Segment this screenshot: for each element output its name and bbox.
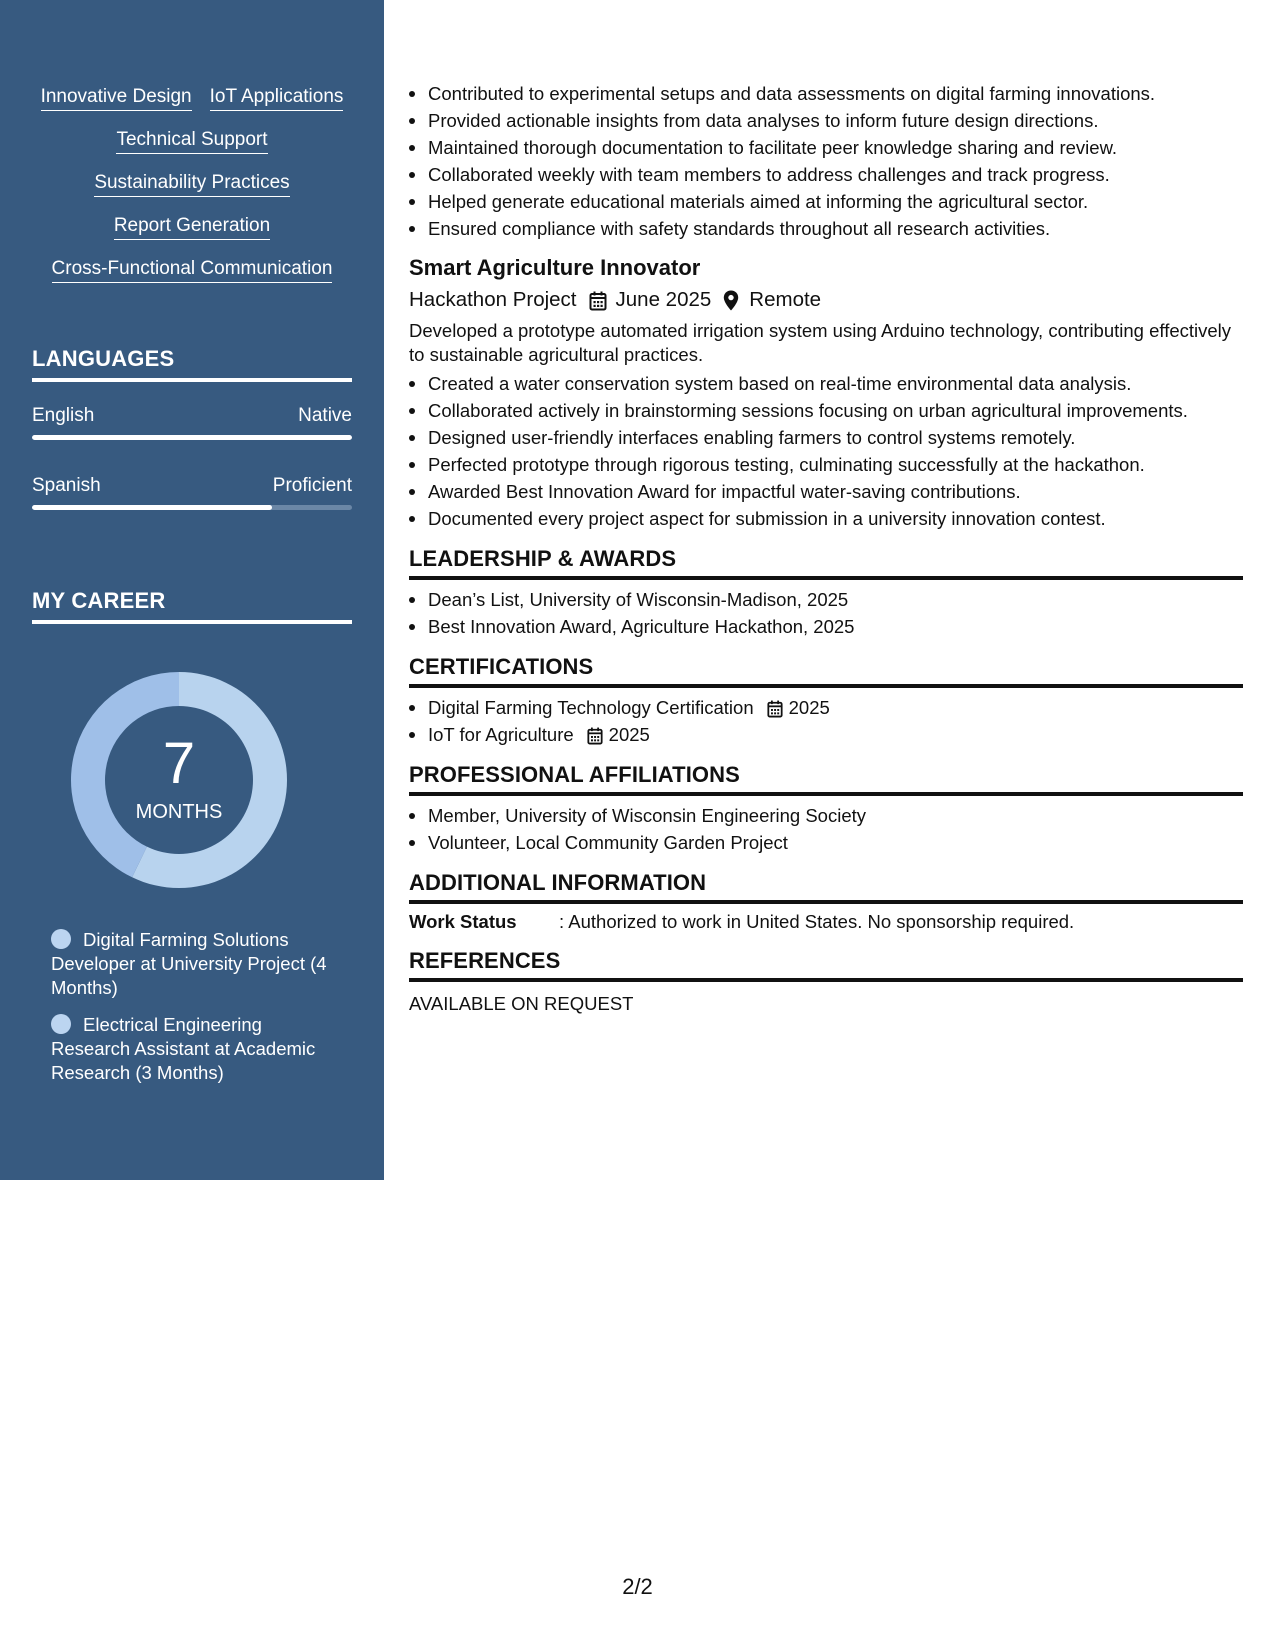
- calendar-icon: [589, 285, 607, 315]
- skill-tag: Sustainability Practices: [94, 172, 289, 197]
- list-item: Perfected prototype through rigorous testing, culminating successfully at the hackathon.: [409, 451, 1243, 478]
- list-item: Created a water conservation system based on real-time environmental data analysis.: [409, 370, 1243, 397]
- list-item: Collaborated weekly with team members to address challenges and track progress.: [409, 161, 1243, 188]
- career-total: 7: [162, 731, 196, 796]
- career-heading: MY CAREER: [32, 588, 352, 624]
- project-description: Developed a prototype automated irrigation system using Arduino technology, contributing effectively to sustainable agricultural practices.: [409, 320, 1232, 365]
- career-item-text: Digital Farming Solutions Developer at University Project (4 Months): [51, 929, 327, 998]
- list-item: Dean’s List, University of Wisconsin-Madison, 2025: [409, 586, 1243, 613]
- cert-name: Digital Farming Technology Certification: [428, 697, 754, 718]
- list-item: [409, 721, 1243, 748]
- career-list: [51, 928, 341, 1098]
- leadership-heading: LEADERSHIP & AWARDS: [409, 546, 1243, 580]
- language-level: Native: [298, 405, 352, 426]
- languages-heading: LANGUAGES: [32, 346, 352, 382]
- language-level: Proficient: [272, 475, 352, 496]
- list-item: Helped generate educational materials aimed at informing the agricultural sector.: [409, 188, 1243, 215]
- legend-dot: [51, 1014, 71, 1034]
- career-item: [51, 928, 341, 1000]
- language-bar-fill: [32, 505, 272, 510]
- language-spanish: [32, 475, 352, 510]
- main-content: [409, 80, 1243, 1016]
- language-bar-fill: [32, 435, 352, 440]
- work-status-value: : Authorized to work in United States. No sponsorship required.: [559, 911, 1075, 932]
- list-item: Ensured compliance with safety standards throughout all research activities.: [409, 215, 1243, 242]
- career-unit: MONTHS: [135, 801, 223, 823]
- experience-bullets: [409, 80, 1243, 242]
- cert-name: IoT for Agriculture: [428, 724, 574, 745]
- skill-tag: Innovative Design: [41, 86, 192, 111]
- calendar-icon: [587, 721, 603, 748]
- cert-year: 2025: [608, 724, 650, 745]
- calendar-icon: [767, 694, 783, 721]
- legend-dot: [51, 929, 71, 949]
- work-status-row: [409, 910, 1243, 934]
- language-english: [32, 405, 352, 440]
- project-bullets: [409, 370, 1243, 532]
- cert-year: 2025: [788, 697, 830, 718]
- list-item: Volunteer, Local Community Garden Project: [409, 829, 1243, 856]
- skill-tag: Cross-Functional Communication: [52, 258, 333, 283]
- list-item: Collaborated actively in brainstorming sessions focusing on urban agricultural improvements.: [409, 397, 1243, 424]
- list-item: Contributed to experimental setups and data assessments on digital farming innovations.: [409, 80, 1243, 107]
- language-bar: [32, 505, 352, 510]
- list-item: Awarded Best Innovation Award for impactful water-saving contributions.: [409, 478, 1243, 505]
- skill-tag: Technical Support: [116, 129, 267, 154]
- affiliations-list: [409, 802, 1243, 856]
- certifications-list: [409, 694, 1243, 748]
- location-pin-icon: [723, 285, 739, 315]
- language-bar: [32, 435, 352, 440]
- skills-list: [32, 86, 352, 301]
- list-item: Maintained thorough documentation to facilitate peer knowledge sharing and review.: [409, 134, 1243, 161]
- list-item: Member, University of Wisconsin Engineering Society: [409, 802, 1243, 829]
- list-item: Documented every project aspect for submission in a university innovation contest.: [409, 505, 1243, 532]
- certifications-heading: CERTIFICATIONS: [409, 654, 1243, 688]
- sidebar: [0, 0, 384, 1180]
- language-name: English: [32, 405, 95, 426]
- skill-tag: Report Generation: [114, 215, 270, 240]
- project-location: Remote: [749, 288, 822, 311]
- project-date: June 2025: [615, 288, 712, 311]
- references-text: AVAILABLE ON REQUEST: [409, 993, 634, 1014]
- project-org: Hackathon Project: [409, 288, 577, 311]
- affiliations-heading: PROFESSIONAL AFFILIATIONS: [409, 762, 1243, 796]
- additional-info-heading: ADDITIONAL INFORMATION: [409, 870, 1243, 904]
- language-name: Spanish: [32, 475, 101, 496]
- project-title: Smart Agriculture Innovator: [409, 255, 701, 280]
- career-donut-label: [66, 667, 292, 893]
- career-item-text: Electrical Engineering Research Assistant at Academic Research (3 Months): [51, 1014, 316, 1083]
- list-item: Designed user-friendly interfaces enabling farmers to control systems remotely.: [409, 424, 1243, 451]
- page-number: 2/2: [622, 1574, 653, 1599]
- references-heading: REFERENCES: [409, 948, 1243, 982]
- skill-tag: IoT Applications: [210, 86, 344, 111]
- project-meta: [409, 285, 1243, 315]
- career-item: [51, 1013, 341, 1085]
- list-item: Best Innovation Award, Agriculture Hackathon, 2025: [409, 613, 1243, 640]
- work-status-label: Work Status: [409, 911, 517, 932]
- leadership-list: [409, 586, 1243, 640]
- list-item: Provided actionable insights from data analyses to inform future design directions.: [409, 107, 1243, 134]
- list-item: [409, 694, 1243, 721]
